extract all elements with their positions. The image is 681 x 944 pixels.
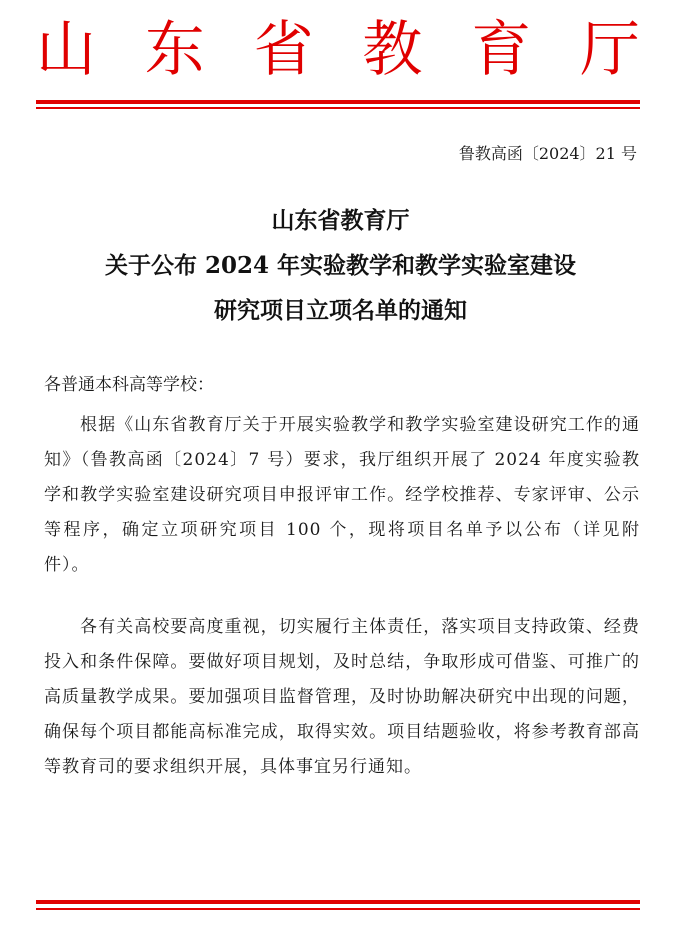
title-line-2: 关于公布 2024 年实验教学和教学实验室建设 (104, 252, 577, 279)
body-paragraph-1: 根据《山东省教育厅关于开展实验教学和教学实验室建设研究工作的通知》（鲁教高函〔2024〕7 号）要求，我厅组织开展了 2024 年度实验教学和教学实验室建设研究项目申报评审工作。经学校推荐、专家评审、公示等程序，确定立项研究项目 100 个，现将项目名单予以公布（详见附件）。 (44, 415, 640, 575)
addressee: 各普通本科高等学校： (44, 375, 214, 395)
footer-rule-thick (36, 900, 640, 904)
masthead-rule-thin (36, 107, 640, 109)
masthead-char: 教 (362, 15, 423, 85)
document-number: 鲁教高函〔2024〕21 号 (458, 144, 637, 163)
title-line-1: 山东省教育厅 (271, 207, 410, 234)
masthead-char: 省 (253, 15, 314, 85)
masthead (36, 14, 640, 86)
masthead-char: 厅 (579, 15, 640, 85)
body-paragraph-2: 各有关高校要高度重视，切实履行主体责任，落实项目支持政策、经费投入和条件保障。要做好项目规划，及时总结，争取形成可借鉴、可推广的高质量教学成果。要加强项目监督管理，及时协助解决研究中出现的问题，确保每个项目都能高标准完成，取得实效。项目结题验收，将参考教育部高等教育司的要求组织开展，具体事宜另行通知。 (44, 617, 640, 777)
masthead-rule-thick (36, 100, 640, 104)
footer-rule-thin (36, 908, 640, 910)
masthead-char: 东 (144, 15, 205, 85)
title-line-3: 研究项目立项名单的通知 (214, 297, 467, 324)
masthead-char: 育 (471, 15, 532, 85)
masthead-char: 山 (36, 15, 96, 85)
